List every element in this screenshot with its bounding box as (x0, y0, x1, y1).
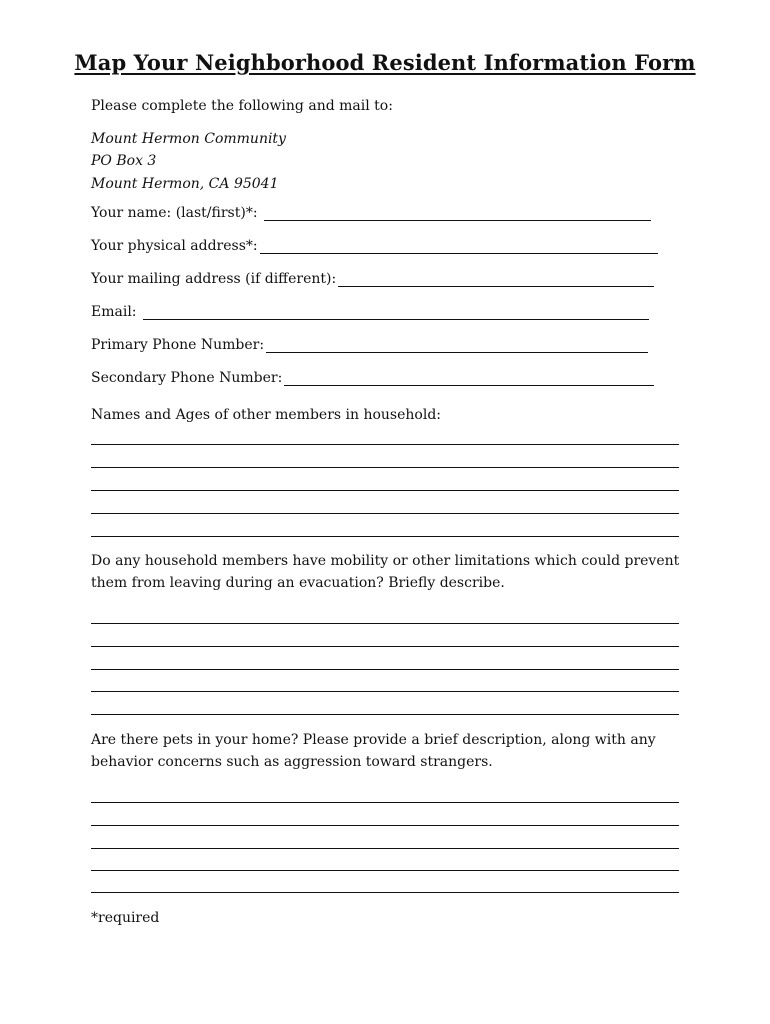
secondary-phone-label: Secondary Phone Number: (91, 370, 283, 386)
name-label: Your name: (last/first)*: (91, 205, 258, 221)
pets-line[interactable] (91, 825, 679, 826)
email-field[interactable] (91, 304, 649, 326)
pets-line[interactable] (91, 802, 679, 803)
household-prompt: Names and Ages of other members in household: (91, 407, 442, 423)
physical-address-input-line[interactable] (260, 252, 658, 254)
household-line[interactable] (91, 513, 679, 514)
primary-phone-input-line[interactable] (266, 351, 648, 353)
pets-line[interactable] (91, 870, 679, 871)
physical-address-field[interactable] (91, 238, 658, 260)
household-line[interactable] (91, 467, 679, 468)
email-input-line[interactable] (143, 318, 649, 320)
mailing-address-label: Your mailing address (if different): (91, 271, 337, 287)
pets-line[interactable] (91, 848, 679, 849)
email-label: Email: (91, 304, 137, 320)
address-line-1: Mount Hermon Community (91, 131, 286, 147)
name-field[interactable] (91, 205, 651, 227)
primary-phone-label: Primary Phone Number: (91, 337, 265, 353)
intro-text: Please complete the following and mail to: (91, 98, 393, 114)
pets-prompt: Are there pets in your home? Please provide a brief description, along with any behavior concerns such as aggression toward strangers. (91, 732, 656, 770)
secondary-phone-field[interactable] (91, 370, 654, 392)
mobility-line[interactable] (91, 714, 679, 715)
form-title: Map Your Neighborhood Resident Information Form (74, 50, 696, 75)
household-line[interactable] (91, 536, 679, 537)
pets-line[interactable] (91, 892, 679, 893)
mobility-prompt: Do any household members have mobility or other limitations which could prevent them from leaving during an evacuation? Briefly describe. (91, 553, 680, 591)
name-input-line[interactable] (264, 219, 651, 221)
household-line[interactable] (91, 490, 679, 491)
mobility-line[interactable] (91, 691, 679, 692)
required-footnote: *required (91, 910, 160, 926)
address-line-2: PO Box 3 (91, 153, 157, 169)
mobility-line[interactable] (91, 646, 679, 647)
secondary-phone-input-line[interactable] (284, 384, 654, 386)
mailing-address-field[interactable] (91, 271, 654, 293)
mobility-line[interactable] (91, 623, 679, 624)
primary-phone-field[interactable] (91, 337, 648, 359)
mobility-line[interactable] (91, 669, 679, 670)
address-line-3: Mount Hermon, CA 95041 (91, 176, 279, 192)
household-line[interactable] (91, 444, 679, 445)
physical-address-label: Your physical address*: (91, 238, 258, 254)
mailing-address-input-line[interactable] (338, 285, 654, 287)
